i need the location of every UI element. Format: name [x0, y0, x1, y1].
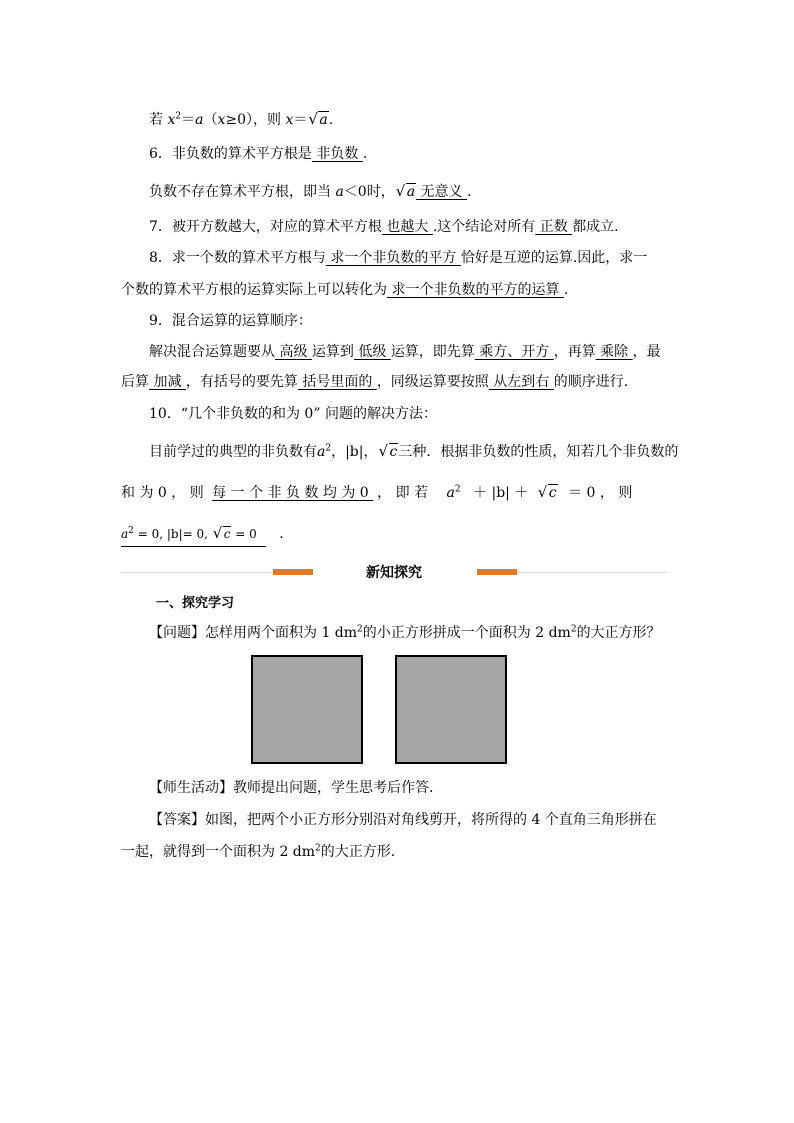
sqrt-symbol: √ a [309, 110, 328, 130]
question-text: 怎样用两个面积为 1 dm [205, 625, 358, 641]
small-square-left [251, 655, 363, 764]
sqrt-symbol: √ c [539, 483, 558, 503]
item-number: 9． [149, 313, 172, 329]
answer-blank: 每 一 个 非 负 数 均 为 0 [212, 485, 374, 501]
var-x: x [167, 112, 176, 128]
item-10 [149, 404, 437, 424]
formula-line [149, 110, 333, 130]
divider-left [121, 572, 273, 573]
item-10-b [121, 483, 674, 503]
answer-formula: $a^2 = 0$, |b|= 0, √ c = 0 [121, 527, 257, 541]
activity-line [149, 778, 433, 798]
text: ≥0），则 [225, 112, 286, 128]
answer-blank-line [121, 524, 266, 547]
answer-blank: 低级 [353, 344, 391, 360]
var-a: a [446, 485, 455, 501]
question-text: 的大正方形？ [576, 625, 661, 641]
item-text: ，有括号的要先算 [185, 374, 298, 390]
item-text: ，|b|， [331, 444, 378, 460]
answer-label: 【答案】 [149, 812, 205, 828]
answer-text: 如图，把两个小正方形分别沿对角线剪开，将所得的 4 个直角三角形拼在 [205, 812, 657, 828]
item-text: ，同级运算要按照 [376, 374, 489, 390]
item-text: ， 即 若 [377, 485, 429, 501]
text: ＝ [181, 112, 196, 128]
accent-bar-left [273, 569, 313, 575]
small-square-right [395, 655, 507, 764]
sqrt-symbol: √ c [380, 442, 399, 462]
superscript: 2 [175, 111, 182, 122]
sqrt-symbol: √ a [397, 182, 416, 202]
item-number: 10． [149, 406, 181, 422]
activity-text: 教师提出问题，学生思考后作答. [233, 780, 434, 796]
text: . [362, 146, 368, 162]
item-text: 解决混合运算题要从 [149, 344, 275, 360]
answer-blank: 非负数 [311, 146, 363, 162]
item-text: 和 为 0 ， 则 [121, 485, 204, 501]
item-text: ，最 [632, 344, 661, 360]
item-10-c [121, 524, 284, 544]
answer-blank: 高级 [275, 344, 312, 360]
item-text: 恰好是互逆的运算.因此，求一 [460, 250, 648, 266]
item-number: 7． [149, 219, 172, 235]
text: ＜0时， [343, 184, 395, 200]
item-text: 运算到 [311, 344, 354, 360]
section-title: 新知探究 [366, 565, 422, 581]
item-text: 的顺序进行. [553, 374, 629, 390]
answer-blank: 求一个非负数的平方 [325, 250, 461, 266]
item-6 [149, 144, 367, 164]
answer-blank: 加减 [149, 374, 186, 390]
answer-blank: 无意义 [416, 184, 467, 200]
item-text: ＝ 0 ， 则 [568, 485, 633, 501]
superscript: 2 [315, 843, 321, 854]
item-8-cont [121, 280, 568, 300]
answer-blank: 乘方、开方 [474, 344, 554, 360]
item-9 [149, 311, 312, 331]
answer-blank: 括号里面的 [297, 374, 377, 390]
item-number: 8． [149, 250, 172, 266]
superscript: 2 [570, 624, 577, 635]
item-number: 6． [149, 146, 172, 162]
text: （ [203, 112, 218, 128]
answer-text: 一起，就得到一个面积为 2 dm [121, 844, 316, 860]
item-text: 后算 [121, 374, 149, 390]
text: 若 [149, 112, 168, 128]
var-x: x [217, 112, 226, 128]
activity-label: 【师生活动】 [149, 780, 233, 796]
accent-bar-right [477, 569, 517, 575]
item-text: 目前学过的典型的非负数有 [149, 444, 317, 460]
question-line [149, 623, 661, 643]
item-text: 混合运算的运算顺序： [171, 313, 312, 329]
item-text: 求一个数的算术平方根与 [171, 250, 326, 266]
item-text: 都成立. [572, 219, 619, 235]
item-7 [149, 217, 619, 237]
superscript: 2 [357, 624, 363, 635]
answer-blank: 正数 [535, 219, 573, 235]
question-text: 的小正方形拼成一个面积为 2 dm [362, 625, 571, 641]
item-text: .这个结论对所有 [432, 219, 536, 235]
item-8 [149, 248, 647, 268]
var-a: a [195, 112, 204, 128]
item-text: 非负数的算术平方根是 [171, 146, 312, 162]
answer-line-cont [121, 842, 395, 862]
negative-line [149, 182, 471, 202]
item-text: ，再算 [553, 344, 596, 360]
question-label: 【问题】 [149, 625, 205, 641]
answer-blank: 求一个非负数的平方的运算 [387, 282, 564, 298]
text: . [328, 112, 334, 128]
item-text: 运算，即先算 [390, 344, 475, 360]
divider-right [517, 572, 667, 573]
answer-blank: 从左到右 [488, 374, 554, 390]
item-text: “几个非负数的和为 0” 问题的解决方法： [180, 406, 437, 422]
item-text: . [563, 282, 569, 298]
text: . [467, 184, 472, 200]
var-a: a [317, 444, 326, 460]
item-text: . [279, 526, 284, 542]
superscript: 2 [454, 484, 461, 495]
var-a: a [335, 184, 344, 200]
answer-blank: 也越大 [381, 219, 433, 235]
superscript: 2 [325, 443, 332, 454]
text: ＝ [293, 112, 308, 128]
item-text: 个数的算术平方根的运算实际上可以转化为 [121, 282, 387, 298]
item-text: 三种．根据非负数的性质，知若几个非负数的 [398, 444, 679, 460]
answer-line [149, 810, 657, 830]
item-9-b [121, 372, 628, 392]
text: 负数不存在算术平方根，即当 [149, 184, 336, 200]
item-9-a [149, 342, 661, 362]
answer-blank: 乘除 [595, 344, 633, 360]
item-text: ＋ |b| ＋ [473, 485, 529, 501]
item-text: 被开方数越大，对应的算术平方根 [171, 219, 382, 235]
item-10-a [149, 442, 678, 462]
var-x: x [285, 112, 294, 128]
answer-text: 的大正方形. [320, 844, 396, 860]
explore-heading: 一、探究学习 [156, 596, 235, 611]
